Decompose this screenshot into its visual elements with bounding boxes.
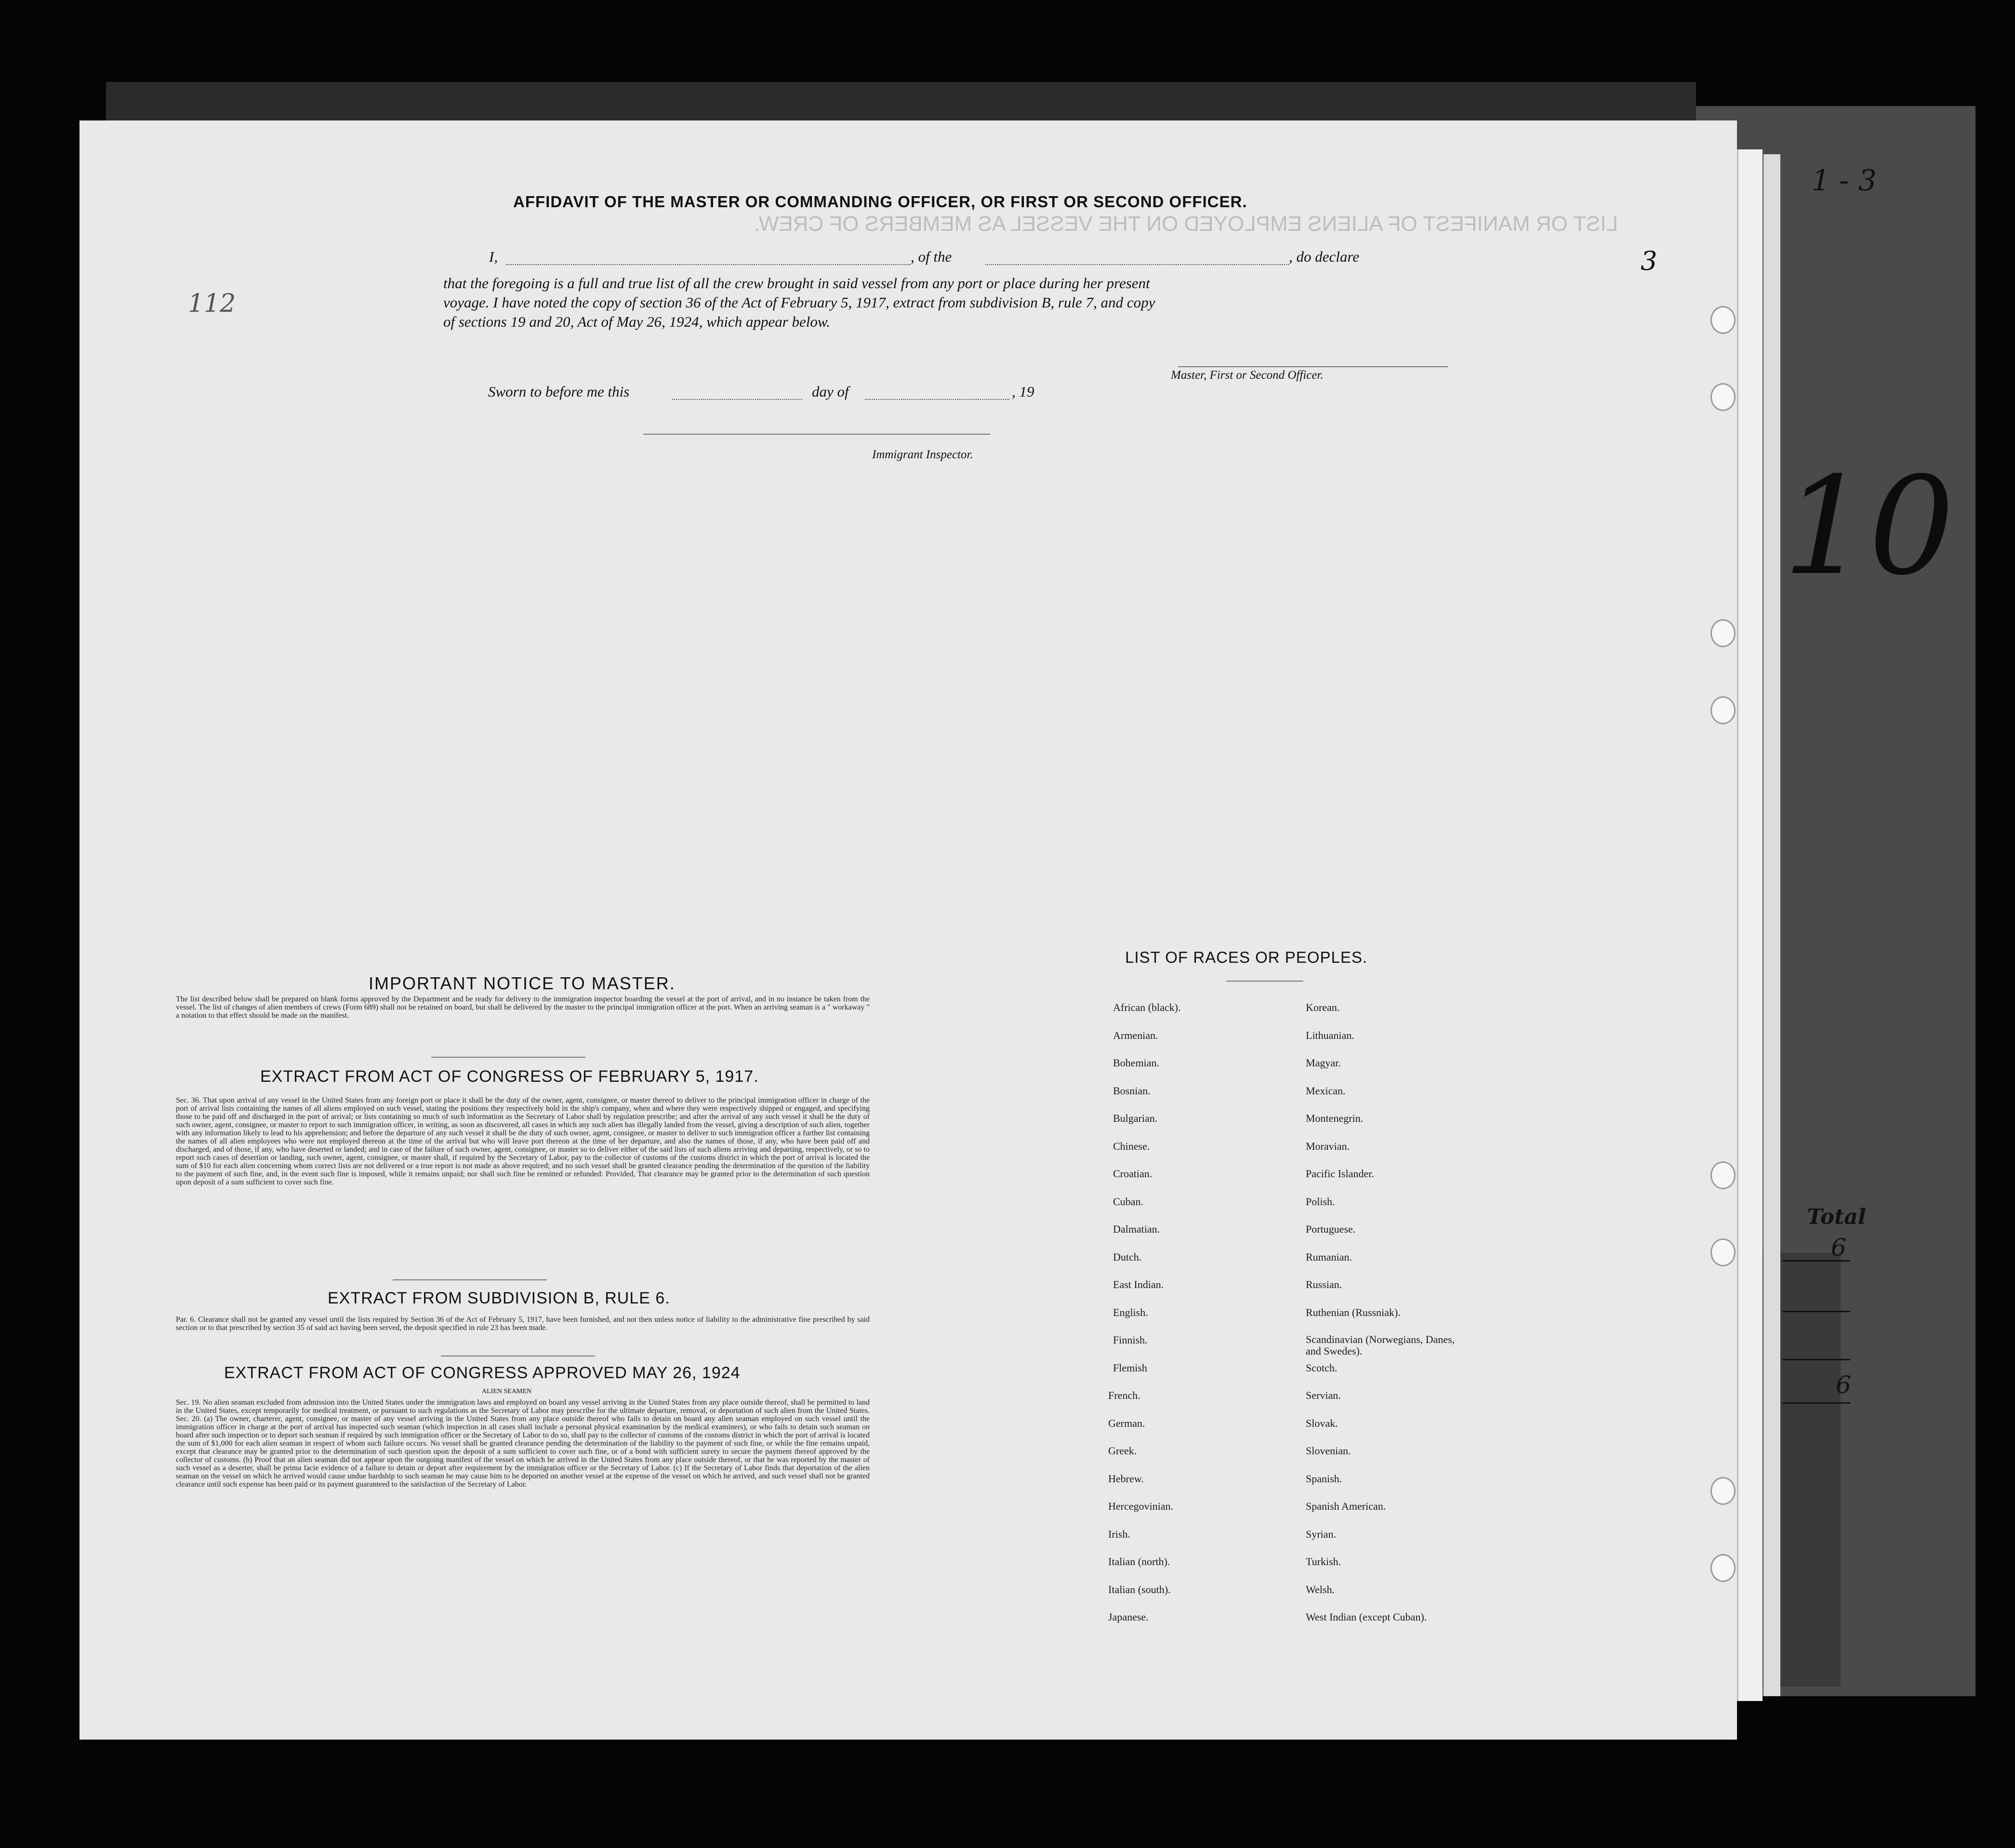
race-item: Welsh. xyxy=(1306,1583,1335,1595)
stray-mark: 3 xyxy=(1641,246,1657,276)
race-item: English. xyxy=(1113,1306,1148,1318)
race-item: Ruthenian (Russniak). xyxy=(1306,1306,1401,1318)
affidavit-body-2: voyage. I have noted the copy of section 36 of the Act of February 5, 1917, extract from subdivision B, rule 7, and copy xyxy=(443,294,1155,311)
race-item: Cuban. xyxy=(1113,1195,1143,1208)
race-item: West Indian (except Cuban). xyxy=(1306,1611,1427,1623)
notice-title: IMPORTANT NOTICE TO MASTER. xyxy=(369,973,676,993)
master-signature-line xyxy=(1178,366,1448,367)
race-item: Japanese. xyxy=(1108,1611,1149,1623)
page-edge-strip xyxy=(1737,149,1763,1701)
total-bottom-value: 6 xyxy=(1836,1371,1851,1399)
race-item: Mexican. xyxy=(1306,1084,1346,1097)
extract-1917-text: Sec. 36. That upon arrival of any vessel in the United States from any foreign port or place it shall be the duty of the owner, agent, consignee, or master thereof to deliver to the principal immigration officer in charge of the port of arrival lists containing the names of all aliens employed on such vessel, stating the positions they respectively hold in the ship's company, when and where they were respectively shipped or engaged, and specifying those to be paid off and discharged in the port of arrival; or lists containing so much of such information as the Secretary of Labor shall by regulation prescribe; and after the arrival of any such vessel it shall be the duty of such owner, agent, consignee, or master to report to such immigration officer, in writing, as soon as discovered, all cases in which any such alien has illegally landed from the vessel, giving a description of such alien, together with any information likely to lead to his apprehension; and before the departure of any such vessel it shall be the duty of such owner, agent, consignee, or master to deliver to such immigration officer a further list containing the names of all alien employees who were not employed thereon at the time of the arrival but who will leave port thereon at the time of her departure, and also the names of those, if any, who have been paid off and discharged, and of those, if any, who have deserted or landed; and in case of the failure of such owner, agent, consignee, or master so to deliver either of the said lists of such aliens arriving and departing, respectively, or so to report such cases of desertion or landing, such owner, agent, consignee, or master shall, if required by the Secretary of Labor, pay to the collector of customs of the customs district in which the port of arrival is located the sum of $10 for each alien concerning whom correct lists are not delivered or a true report is not made as above required; and no such vessel shall be granted clearance pending the determination of the question of the liability to the payment of such fine, and, in the event such fine is imposed, while it remains unpaid; nor shall such fine be remitted or refunded: Provided, That clearance may be granted prior to the determination of such question upon deposit of a sum sufficient to cover such fine. xyxy=(176,1096,870,1186)
race-item: Bosnian. xyxy=(1113,1084,1151,1097)
punch-hole-7 xyxy=(1710,1477,1736,1505)
race-item: Hebrew. xyxy=(1108,1472,1144,1485)
race-item: German. xyxy=(1108,1417,1145,1429)
race-item: Bohemian. xyxy=(1113,1057,1159,1069)
punch-hole-8 xyxy=(1710,1554,1736,1582)
race-item: Croatian. xyxy=(1113,1168,1153,1180)
race-item: Italian (north). xyxy=(1108,1556,1170,1568)
race-item: Slovak. xyxy=(1306,1417,1338,1429)
races-divider xyxy=(1226,981,1303,982)
race-item: Pacific Islander. xyxy=(1306,1168,1374,1180)
race-item: Lithuanian. xyxy=(1306,1029,1354,1041)
punch-hole-3 xyxy=(1710,619,1736,647)
race-item: Greek. xyxy=(1108,1445,1137,1457)
race-item: French. xyxy=(1108,1389,1140,1401)
notice-text: The list described below shall be prepared on blank forms approved by the Department and be ready for delivery to the immigration inspector boarding the vessel at the port of arrival, and in no instance be taken from the vessel. The list of changes of alien members of crews (Form 689) shall not be retained on board, but shall be delivered by the master to the principal immigration officer at the port. When an arriving seaman is a " workaway " a notation to that effect should be made on the manifest. xyxy=(176,995,870,1020)
punch-hole-6 xyxy=(1710,1238,1736,1266)
extract-1924-title: EXTRACT FROM ACT OF CONGRESS APPROVED MAY 26, 1924 xyxy=(224,1364,741,1382)
master-signature-label: Master, First or Second Officer. xyxy=(1171,369,1324,382)
inspector-signature-line xyxy=(643,434,990,435)
race-item: Korean. xyxy=(1306,1001,1340,1013)
year-label: , 19 xyxy=(1012,383,1034,400)
day-of-label: day of xyxy=(812,383,849,400)
race-item: Flemish xyxy=(1113,1361,1147,1374)
race-item: Armenian. xyxy=(1113,1029,1158,1041)
extract-1917-divider xyxy=(393,1279,547,1280)
race-item: Slovenian. xyxy=(1306,1445,1351,1457)
race-item: Moravian. xyxy=(1306,1140,1350,1152)
rule6-text: Par. 6. Clearance shall not be granted any vessel until the lists required by Section 36 of the Act of February 5, 1917, have been furnished, and not then unless notice of liability to the administrative fine prescribed by said section or to that prescribed by section 35 of said act having been served, the deposit specified in rule 23 has been made. xyxy=(176,1316,870,1332)
punch-hole-5 xyxy=(1710,1161,1736,1189)
total-rule-3 xyxy=(1783,1359,1850,1360)
race-item: Dalmatian. xyxy=(1113,1223,1160,1235)
race-item: Russian. xyxy=(1306,1278,1342,1290)
name-blank xyxy=(506,264,911,265)
race-item: East Indian. xyxy=(1113,1278,1164,1290)
affidavit-declare: , do declare xyxy=(1289,248,1360,265)
sworn-label: Sworn to before me this xyxy=(488,383,630,400)
punch-hole-2 xyxy=(1710,383,1736,411)
race-item: Italian (south). xyxy=(1108,1583,1171,1595)
vessel-blank xyxy=(985,264,1289,265)
race-item: Montenegrin. xyxy=(1306,1112,1364,1124)
rule6-title: EXTRACT FROM SUBDIVISION B, RULE 6. xyxy=(328,1289,670,1307)
big-handwritten-number: 10 xyxy=(1783,448,1955,605)
page-edge-strip-2 xyxy=(1763,154,1780,1696)
extract-1924-subtitle: ALIEN SEAMEN xyxy=(482,1388,532,1395)
extract-1917-title: EXTRACT FROM ACT OF CONGRESS OF FEBRUARY 5, 1917. xyxy=(260,1067,759,1086)
total-top-value: 6 xyxy=(1831,1234,1846,1262)
race-item: Rumanian. xyxy=(1306,1250,1352,1263)
race-item: Turkish. xyxy=(1306,1556,1341,1568)
sworn-day-blank xyxy=(672,399,802,400)
race-item: Spanish. xyxy=(1306,1472,1342,1485)
page-number: 112 xyxy=(188,289,236,318)
race-item: Polish. xyxy=(1306,1195,1335,1208)
races-title: LIST OF RACES OR PEOPLES. xyxy=(1125,948,1368,966)
race-item: Spanish American. xyxy=(1306,1500,1386,1512)
affidavit-i: I, xyxy=(489,248,498,265)
notice-divider xyxy=(431,1057,585,1058)
race-item: African (black). xyxy=(1113,1001,1181,1013)
total-rule-2 xyxy=(1783,1311,1850,1312)
race-item: Servian. xyxy=(1306,1389,1341,1401)
extract-1924-text: Sec. 19. No alien seaman excluded from admission into the United States under the immigration laws and employed on board any vessel arriving in the United States from any place outside thereof, shall be permitted to land in the United States, except temporarily for medical treatment, or pursuant to such regulations as the Secretary of Labor may prescribe for the ultimate departure, removal, or deportation of such alien from the United States. Sec. 20. (a) The owner, charterer, agent, consignee, or master of any vessel arriving in the United States from any place outside thereof who fails to detain on board any alien seaman employed on such vessel until the immigration officer in charge at the port of arrival has inspected such seaman (which inspection in all cases shall include a personal physical examination by the medical examiners), or who fails to detain such seaman on board after such inspection or to deport such seaman if required by such immigration officer or the Secretary of Labor to do so, shall pay to the collector of customs of the customs district in which the port of arrival is located the sum of $1,000 for each alien seaman in respect of whom such failure occurs. No vessel shall be granted clearance pending the determination of the liability to the payment of such fine, or while the fine remains unpaid, except that clearance may be granted prior to the determination of such question upon the deposit of a sum sufficient to cover such fine, or of a bond with sufficient surety to secure the payment thereof approved by the collector of customs. (b) Proof that an alien seaman did not appear upon the outgoing manifest of the vessel on which he arrived in the United States from any place outside thereof, or that he was reported by the master of such vessel as a deserter, shall be prima facie evidence of a failure to detain or deport after requirement by the immigration officer or the Secretary of Labor. (c) If the Secretary of Labor finds that deportation of the alien seaman on the vessel on which he arrived would cause undue hardship to such seaman he may cause him to be deported on another vessel at the expense of the vessel on which he arrived, and such vessel shall not be granted clearance until such expense has been paid or its payment guaranteed to the satisfaction of the Secretary of Labor. xyxy=(176,1398,870,1489)
race-item: Chinese. xyxy=(1113,1140,1150,1152)
affidavit-of-the: , of the xyxy=(911,248,952,265)
race-item: Hercegovinian. xyxy=(1108,1500,1173,1512)
document-page xyxy=(80,120,1737,1740)
total-rule-1 xyxy=(1783,1260,1850,1262)
affidavit-body-3: of sections 19 and 20, Act of May 26, 1924, which appear below. xyxy=(443,313,831,330)
total-label: Total xyxy=(1807,1205,1866,1229)
bleed-through-text: LIST OR MANIFEST OF ALIENS EMPLOYED ON THE VESSEL AS MEMBERS OF CREW. xyxy=(754,212,1618,236)
punch-hole-1 xyxy=(1710,306,1736,334)
race-item: Dutch. xyxy=(1113,1250,1142,1263)
inspector-signature-label: Immigrant Inspector. xyxy=(872,448,973,461)
sworn-month-blank xyxy=(865,399,1009,400)
race-item: Bulgarian. xyxy=(1113,1112,1158,1124)
corner-annotation: 1 - 3 xyxy=(1812,164,1877,198)
race-item: Irish. xyxy=(1108,1528,1130,1540)
race-item: Magyar. xyxy=(1306,1057,1341,1069)
page-shadow xyxy=(106,82,1696,125)
punch-hole-4 xyxy=(1710,696,1736,724)
race-item: Syrian. xyxy=(1306,1528,1336,1540)
race-item: Scandinavian (Norwegians, Danes, and Swedes). xyxy=(1306,1333,1455,1357)
race-item: Scotch. xyxy=(1306,1361,1338,1374)
total-rule-4 xyxy=(1783,1402,1850,1404)
race-item: Portuguese. xyxy=(1306,1223,1356,1235)
affidavit-body-1: that the foregoing is a full and true list of all the crew brought in said vessel from any port or place during her present xyxy=(443,275,1150,292)
race-item: Finnish. xyxy=(1113,1334,1148,1346)
affidavit-title: AFFIDAVIT OF THE MASTER OR COMMANDING OFFICER, OR FIRST OR SECOND OFFICER. xyxy=(513,193,1247,211)
